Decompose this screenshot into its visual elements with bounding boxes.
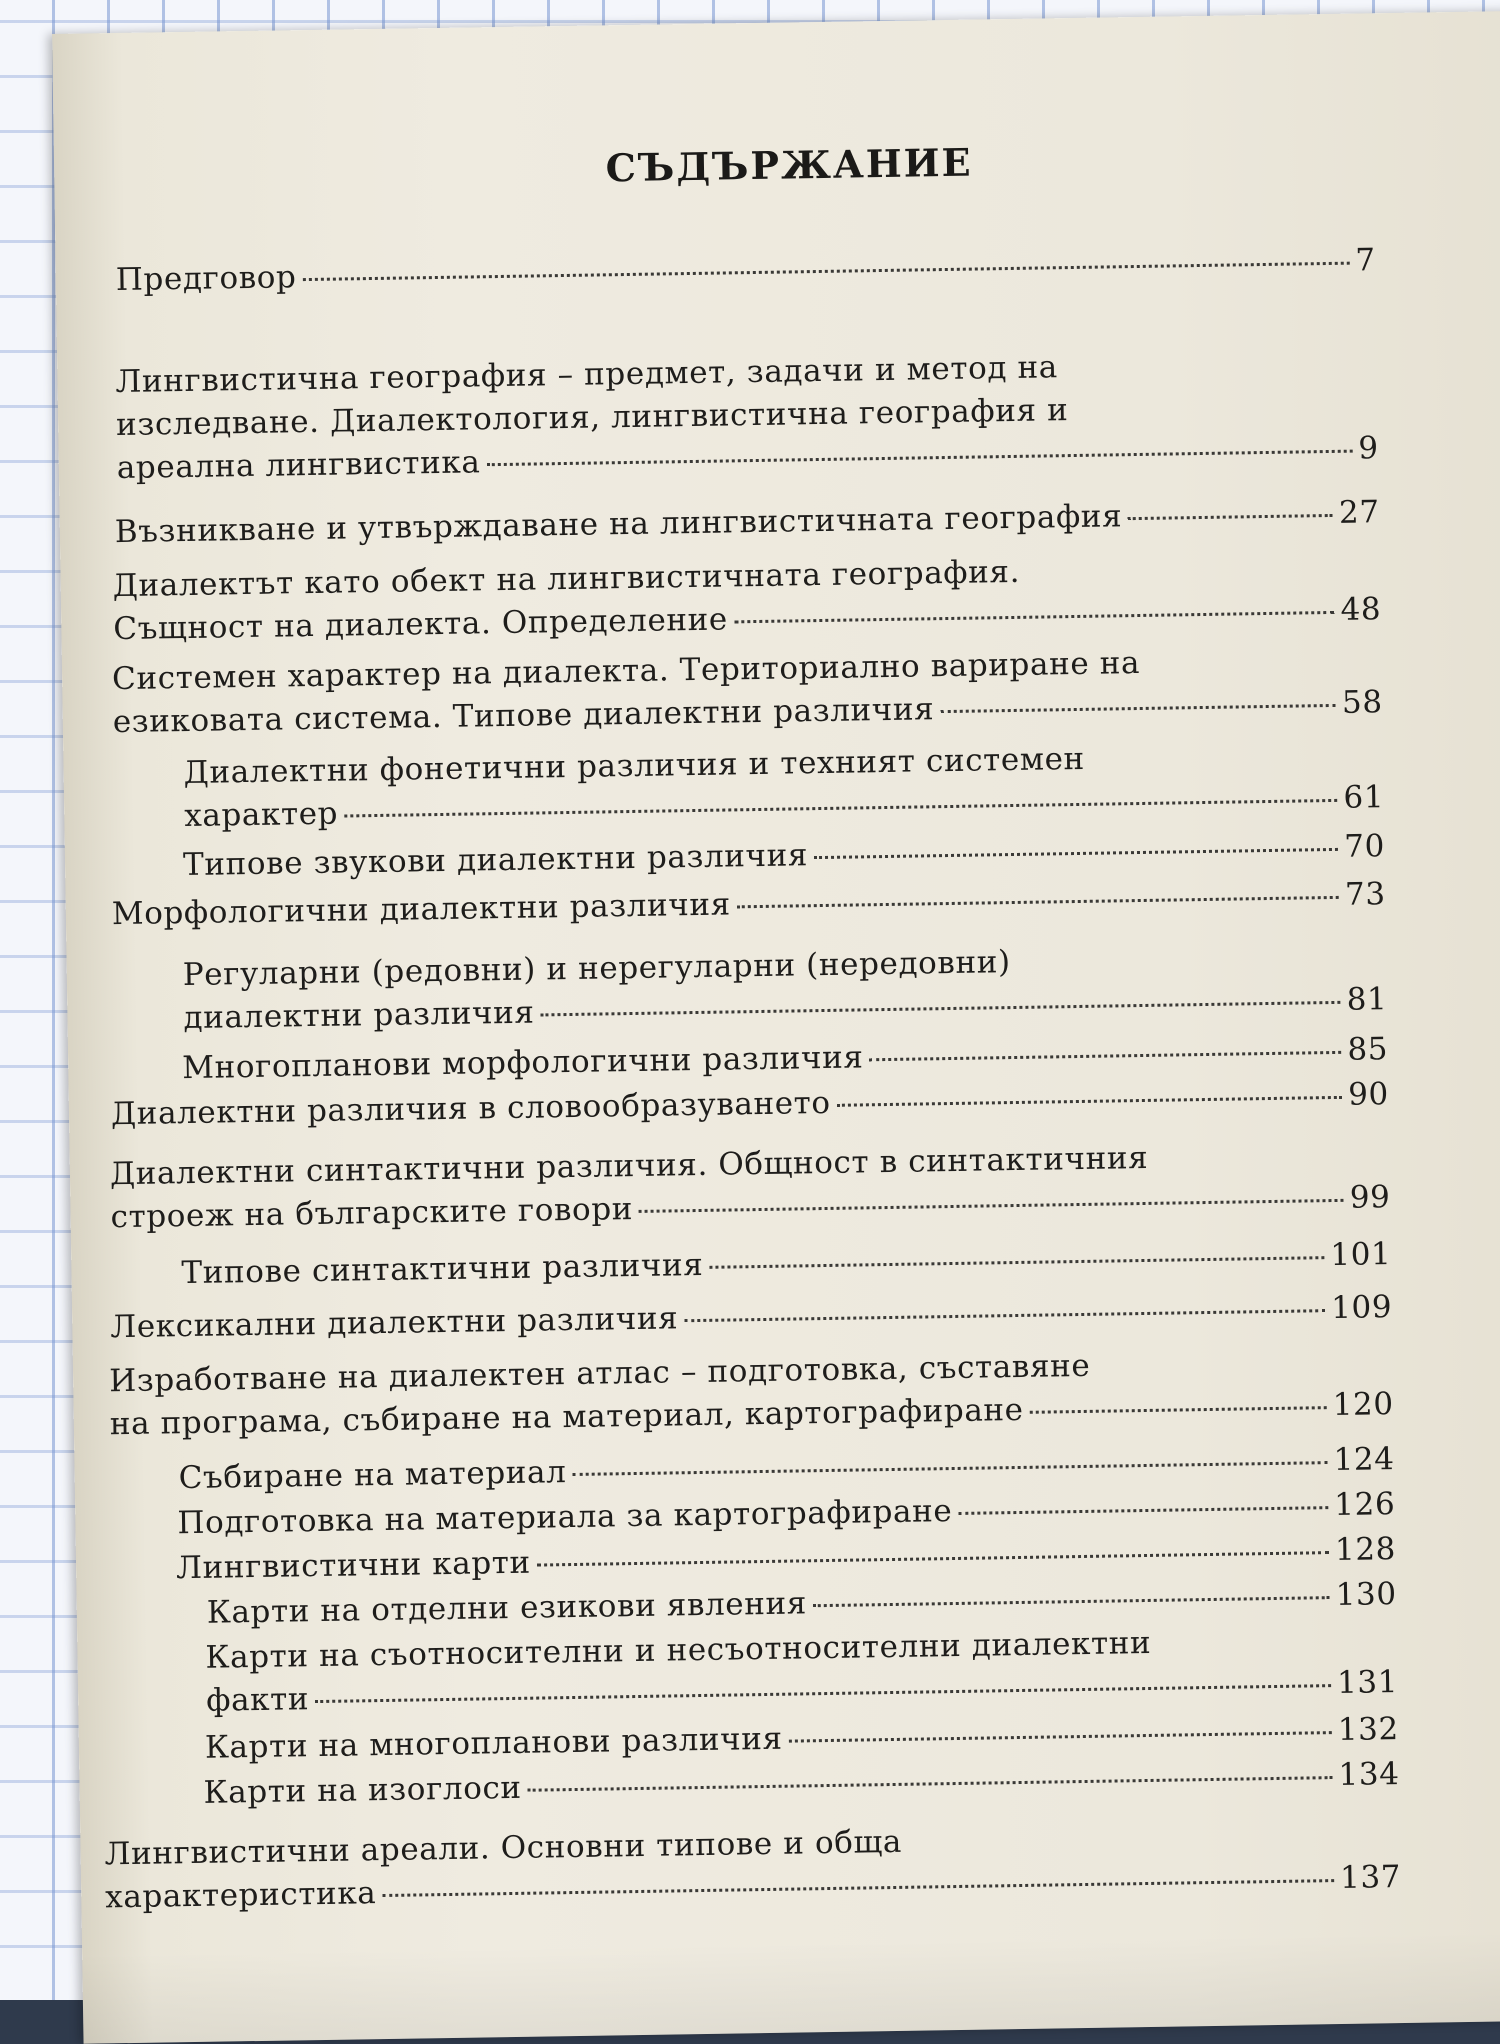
toc-entry-title: Изработване на диалектен атлас – подготовка, съставяне: [108, 1347, 1091, 1400]
toc-entry-title: Същност на диалекта. Определение: [113, 601, 729, 648]
leader-dots: [940, 704, 1336, 713]
toc-entry-title: Подготовка на материала за картографиране: [177, 1493, 953, 1542]
toc-page-number: 70: [1343, 828, 1386, 865]
toc-entry-title: Диалектът като обект на лингвистичната география.: [112, 553, 1021, 605]
toc-entry: [205, 1618, 1398, 1723]
toc-entry-title: характеристика: [104, 1875, 377, 1916]
leader-dots: [1030, 1406, 1327, 1414]
leader-dots: [302, 262, 1349, 281]
toc-page-number: 126: [1333, 1486, 1396, 1524]
toc-entry: [182, 935, 1387, 1040]
toc-entry-title: Лексикални диалектни различия: [110, 1300, 679, 1346]
leader-dots: [958, 1506, 1328, 1515]
leader-dots: [382, 1879, 1334, 1897]
leader-dots: [837, 1096, 1343, 1107]
toc-page-number: 101: [1330, 1236, 1392, 1274]
toc-entry-title: Лингвистични карти: [175, 1544, 532, 1587]
toc-entry-title: Диалектни фонетични различия и техният системен: [183, 740, 1086, 792]
toc-entry: [181, 1233, 1392, 1295]
table-of-contents: [52, 11, 1500, 2034]
toc-page-number: 48: [1340, 591, 1382, 628]
toc-entry: [112, 545, 1381, 651]
leader-dots: [486, 450, 1352, 467]
toc-entry-line: [116, 239, 1377, 302]
toc-entry-title: езиковата система. Типове диалектни различия: [112, 691, 935, 741]
leader-dots: [541, 1001, 1341, 1017]
leader-dots: [709, 1256, 1324, 1269]
toc-entry-line: [110, 1286, 1393, 1349]
toc-entry: [110, 1133, 1391, 1239]
toc-entry-title: Лингвистични ареали. Основни типове и обща: [104, 1823, 903, 1873]
toc-page-number: 58: [1341, 684, 1383, 721]
toc-entry: [115, 341, 1379, 490]
toc-entry: [116, 239, 1377, 302]
toc-entry-title: Карти на отделни езикови явления: [206, 1585, 808, 1631]
toc-entry-title: диалектни различия: [183, 994, 535, 1037]
toc-entry-line: [115, 491, 1381, 554]
toc-page-number: 130: [1335, 1576, 1397, 1614]
toc-entry: [112, 638, 1383, 744]
toc-entry-title: Лингвистична география – предмет, задачи и метод на: [115, 349, 1059, 401]
toc-entry-title: Многопланови морфологични различия: [181, 1039, 864, 1087]
toc-entry-title: строеж на българските говори: [110, 1191, 634, 1236]
leader-dots: [684, 1309, 1325, 1322]
toc-entry: [183, 733, 1384, 838]
leader-dots: [869, 1051, 1341, 1061]
toc-entry-title: Карти на изоглоси: [203, 1769, 522, 1811]
leader-dots: [737, 896, 1339, 908]
toc-entry-title: Типове звукови диалектни различия: [182, 837, 809, 884]
leader-dots: [1128, 514, 1333, 520]
toc-entry-title: факти: [205, 1681, 310, 1719]
leader-dots: [344, 799, 1337, 818]
toc-page-number: 61: [1343, 779, 1385, 816]
toc-page-number: 73: [1344, 876, 1386, 913]
leader-dots: [639, 1199, 1344, 1213]
toc-page-number: 85: [1347, 1031, 1389, 1068]
toc-page-number: 109: [1330, 1289, 1393, 1327]
toc-entry-line: [181, 1233, 1392, 1295]
toc-entry: [104, 1813, 1401, 1919]
toc-page-number: 137: [1339, 1859, 1402, 1896]
toc-page-number: 124: [1333, 1441, 1395, 1479]
toc-entry-title: Диалектни различия в словообразуването: [110, 1084, 831, 1133]
leader-dots: [537, 1551, 1329, 1566]
toc-entry-title: Типове синтактични различия: [181, 1246, 704, 1292]
toc-entry: [109, 1340, 1394, 1446]
leader-dots: [813, 1596, 1330, 1607]
leader-dots: [315, 1684, 1331, 1703]
leader-dots: [528, 1776, 1333, 1792]
toc-page-number: 131: [1336, 1664, 1399, 1702]
toc-entry-title: Карти на многопланови различия: [204, 1720, 783, 1766]
book-page: [52, 11, 1500, 2044]
toc-entry-title: Предговор: [115, 259, 297, 299]
toc-page-number: 90: [1347, 1076, 1390, 1113]
toc-entry-title: на програма, събиране на материал, картографиране: [109, 1391, 1024, 1443]
toc-entry: [110, 1286, 1393, 1349]
toc-entry-title: Диалектни синтактични различия. Общност в синтактичния: [109, 1139, 1149, 1193]
toc-page-number: 81: [1346, 981, 1388, 1018]
toc-page-number: 120: [1332, 1386, 1394, 1424]
toc-entry: [115, 491, 1381, 554]
toc-entry-title: Регуларни (редовни) и нерегуларни (нередовни): [182, 944, 1011, 994]
toc-page-number: 134: [1338, 1756, 1400, 1794]
toc-entry-title: Системен характер на диалекта. Териториално вариране на: [111, 644, 1141, 698]
leader-dots: [814, 848, 1338, 859]
toc-entry-title: Възникване и утвърждаване на лингвистичната география: [114, 498, 1123, 551]
toc-page-number: 9: [1358, 430, 1379, 467]
toc-entry-title: ареална лингвистика: [116, 444, 481, 487]
toc-entry-title: характер: [184, 795, 339, 835]
toc-entry-title: Събиране на материал: [178, 1454, 567, 1497]
toc-entry-title: изследване. Диалектология, лингвистична география и: [115, 392, 1069, 444]
toc-page-number: 27: [1338, 494, 1380, 531]
leader-dots: [789, 1731, 1332, 1743]
toc-page-number: 99: [1349, 1179, 1391, 1216]
toc-title: СЪДЪРЖАНИЕ: [605, 139, 973, 191]
toc-page-number: 7: [1355, 242, 1376, 279]
leader-dots: [734, 611, 1335, 623]
toc-page-number: 128: [1334, 1531, 1397, 1569]
toc-entry-title: Карти на съотносителни и несъотносителни диалектни: [205, 1624, 1152, 1676]
leader-dots: [572, 1461, 1327, 1476]
toc-entry-title: Морфологични диалектни различия: [111, 886, 732, 933]
toc-page-number: 132: [1337, 1711, 1400, 1749]
